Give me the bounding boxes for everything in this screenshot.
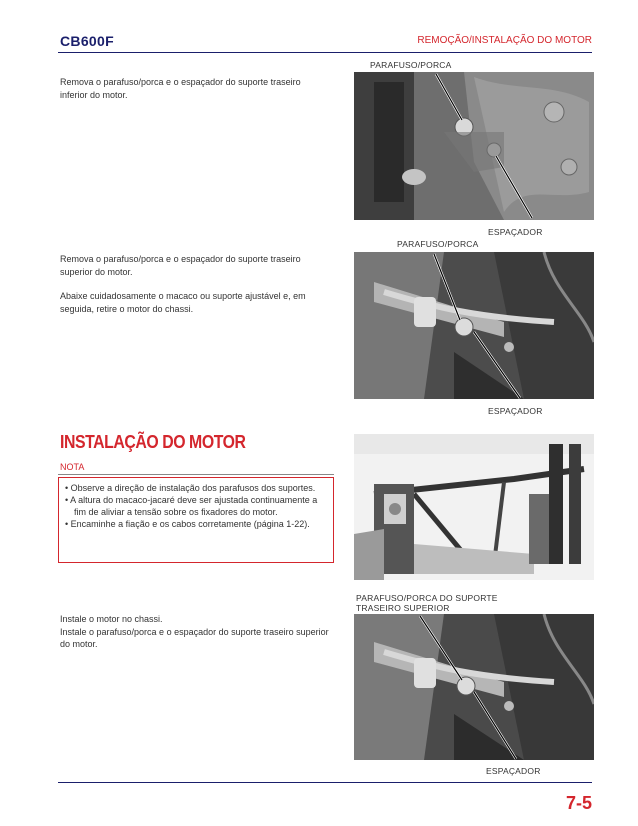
figure-label-spacer: ESPAÇADOR bbox=[486, 766, 541, 776]
figure-label-upper-mount-bolt bbox=[356, 593, 498, 613]
step-text: Remova o parafuso/porca e o espaçador do suporte traseiro superior do motor. bbox=[60, 254, 301, 277]
step-install-engine bbox=[60, 613, 330, 651]
page-number: 7-5 bbox=[565, 793, 592, 813]
note-rule bbox=[58, 474, 334, 475]
engine-photo-upper-mount bbox=[354, 252, 594, 399]
note-item: • A altura do macaco-jacaré deve ser ajustada continuamente a fim de aliviar a tensão sobre os fixadores do motor. bbox=[65, 495, 318, 517]
step-text: Instale o motor no chassi. bbox=[60, 614, 163, 624]
figure-label-spacer: ESPAÇADOR bbox=[488, 227, 543, 237]
figure-label-bolt-nut: PARAFUSO/PORCA bbox=[370, 60, 452, 70]
figure-label-spacer: ESPAÇADOR bbox=[488, 406, 543, 416]
header-rule bbox=[58, 52, 592, 53]
engine-photo-lower-mount bbox=[354, 72, 594, 220]
label-line: PARAFUSO/PORCA DO SUPORTE bbox=[356, 593, 498, 603]
section-heading: INSTALAÇÃO DO MOTOR bbox=[60, 432, 246, 452]
engine-photo-install-upper-mount bbox=[354, 614, 594, 760]
step-text: Instale o parafuso/porca e o espaçador do suporte traseiro superior do motor. bbox=[60, 626, 329, 649]
figure-label-bolt-nut: PARAFUSO/PORCA bbox=[397, 239, 479, 249]
step-remove-upper-mount bbox=[60, 253, 330, 315]
footer-rule bbox=[58, 782, 592, 783]
section-title: REMOÇÃO/INSTALAÇÃO DO MOTOR bbox=[417, 35, 592, 46]
step-remove-lower-mount bbox=[60, 76, 330, 101]
note-item: • Encaminhe a fiação e os cabos corretamente (página 1-22). bbox=[65, 519, 310, 529]
label-line: TRASEIRO SUPERIOR bbox=[356, 603, 450, 613]
note-label: NOTA bbox=[60, 462, 85, 472]
note-box bbox=[58, 477, 334, 563]
manual-model: CB600F bbox=[60, 33, 114, 49]
step-text: Remova o parafuso/porca e o espaçador do suporte traseiro inferior do motor. bbox=[60, 77, 301, 100]
motorcycle-frame-photo bbox=[354, 434, 594, 580]
note-item: • Observe a direção de instalação dos parafusos dos suportes. bbox=[65, 483, 316, 493]
step-text: Abaixe cuidadosamente o macaco ou suporte ajustável e, em seguida, retire o motor do chassi. bbox=[60, 291, 306, 314]
